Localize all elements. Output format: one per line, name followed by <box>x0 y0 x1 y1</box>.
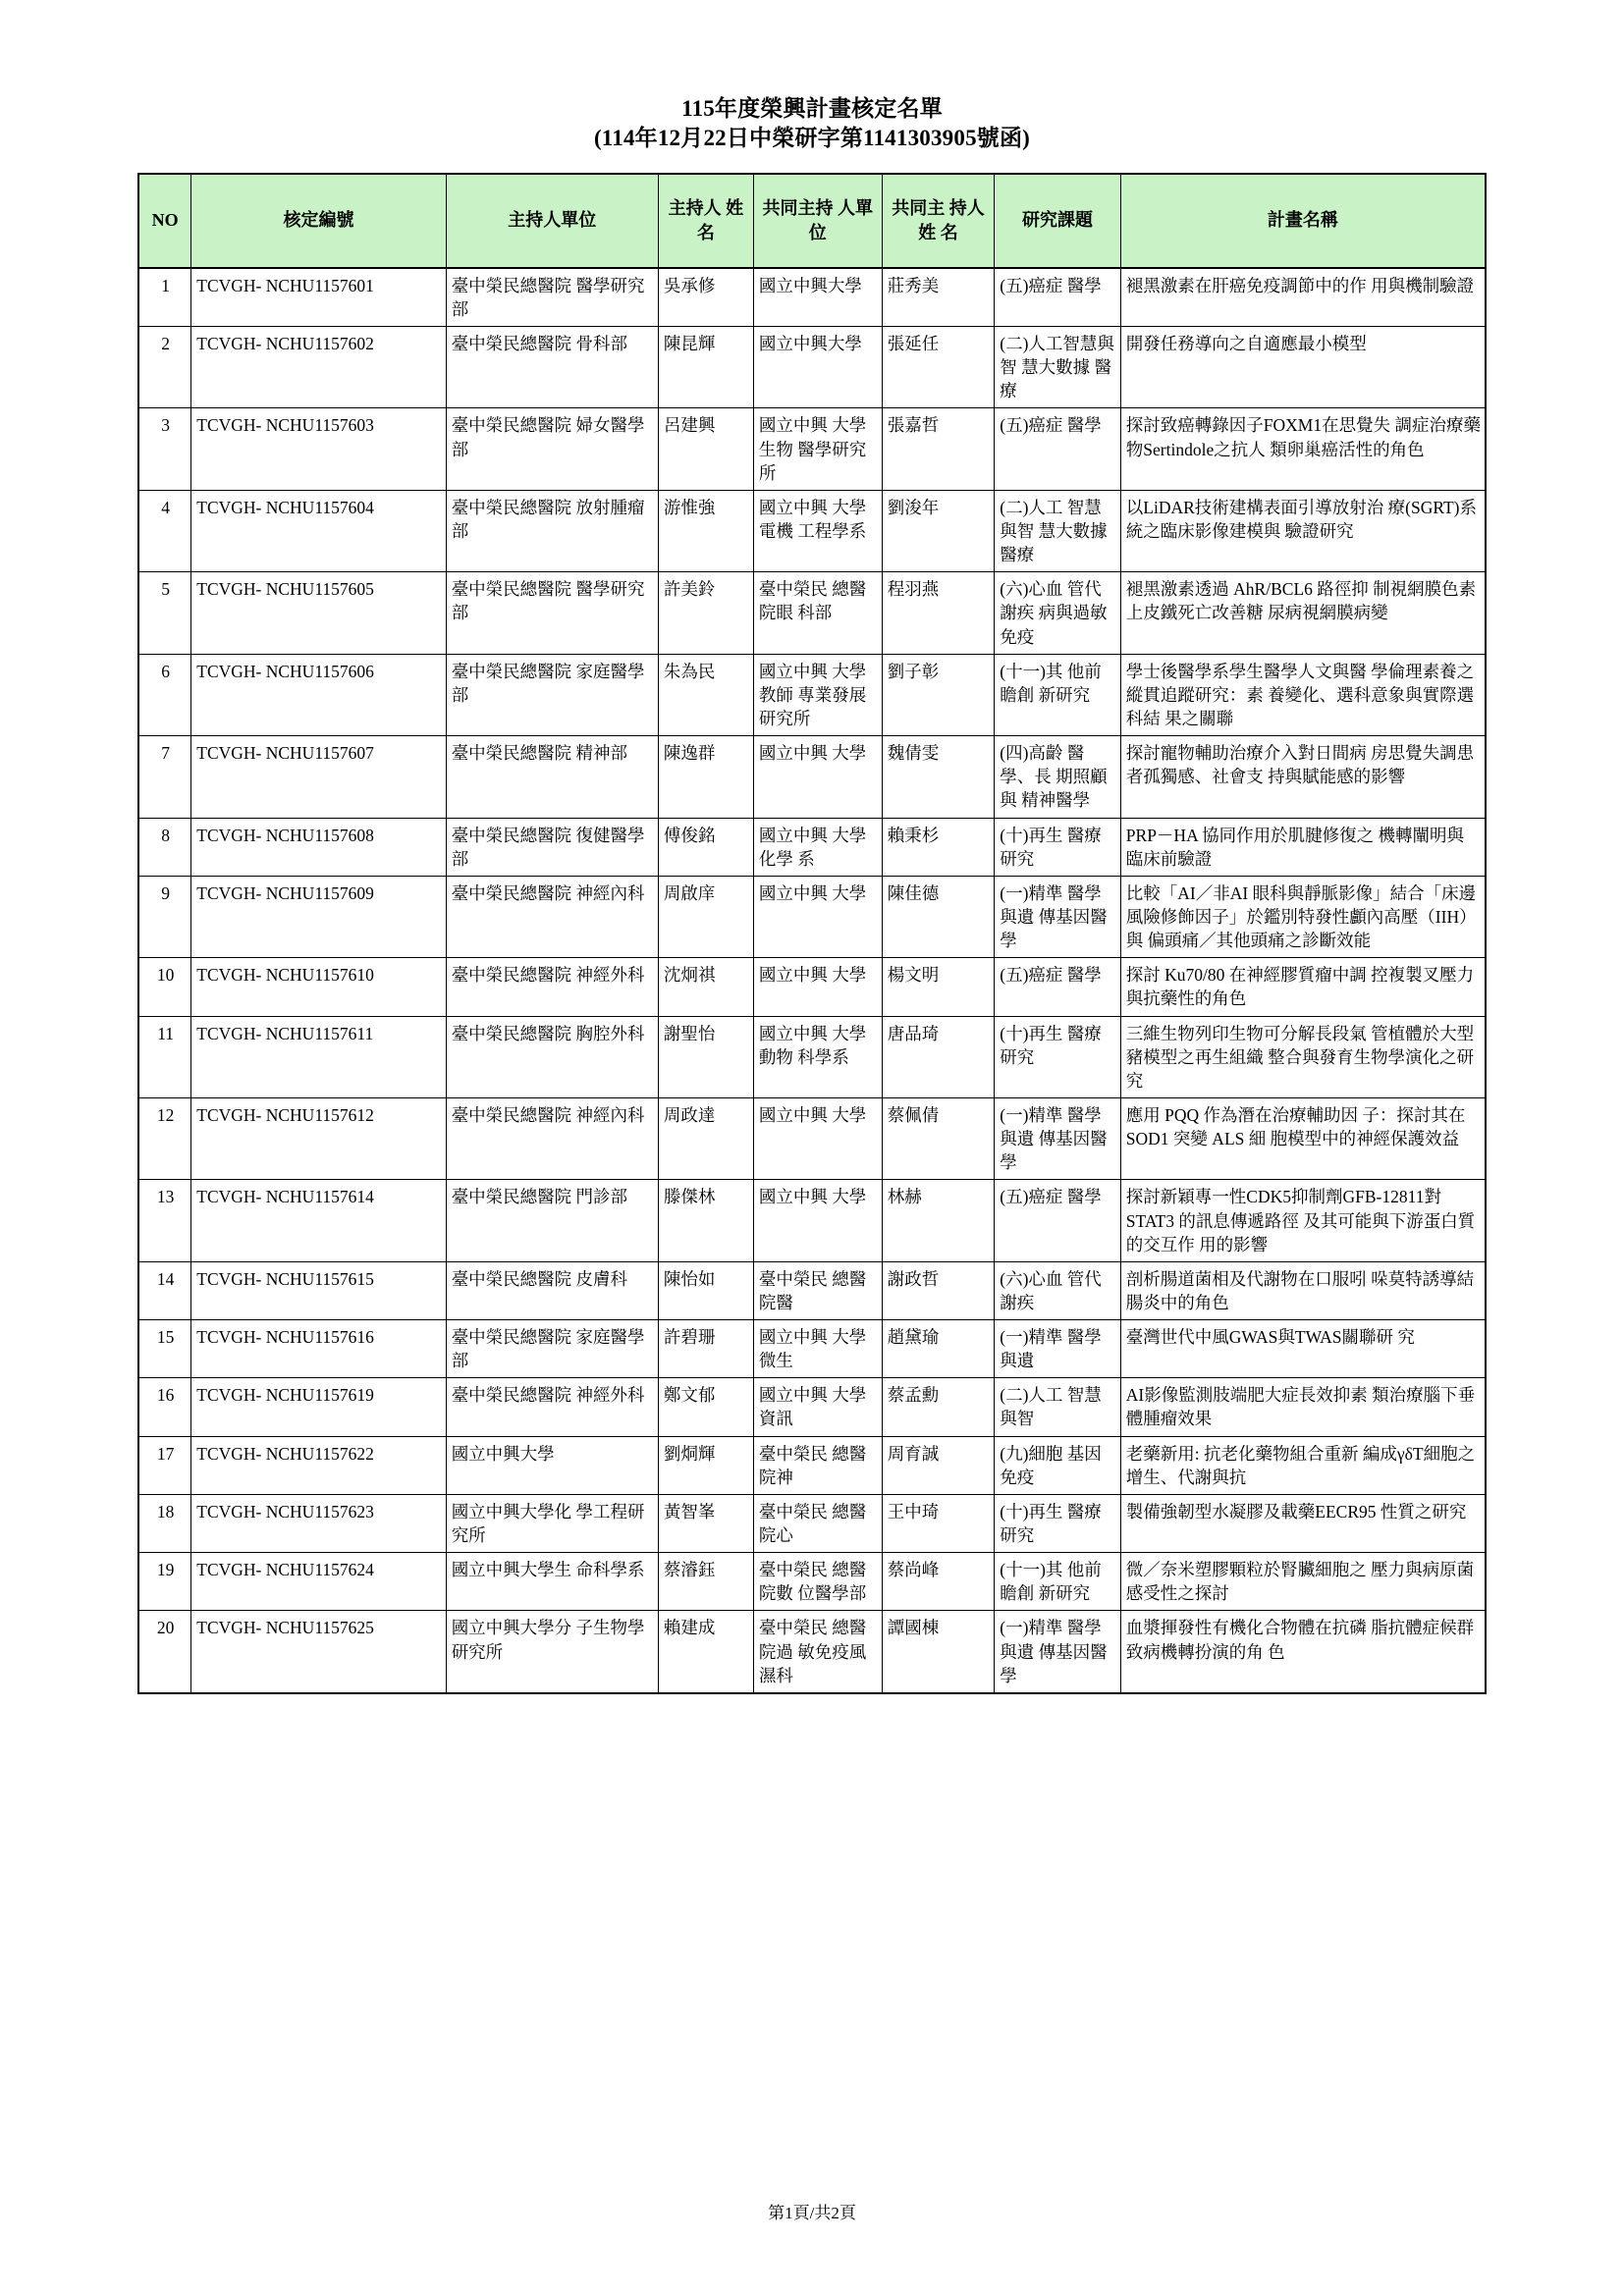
row-cell-no: 15 <box>138 1320 191 1378</box>
row-cell-pi-unit: 臺中榮民總醫院 骨科部 <box>446 327 658 408</box>
row-cell-no: 10 <box>138 958 191 1016</box>
row-cell-pi-name: 傅俊銘 <box>658 818 753 876</box>
row-cell-copi-unit: 國立中興 大學 <box>753 1180 882 1261</box>
row-cell-code: TCVGH- NCHU1157603 <box>191 408 446 490</box>
row-cell-pi-name: 蔡濬鈺 <box>658 1553 753 1611</box>
row-cell-project-title: 老藥新用: 抗老化藥物組合重新 編成γδT細胞之增生、代謝與抗 <box>1120 1436 1486 1494</box>
row-cell-copi-unit: 國立中興 大學微生 <box>753 1320 882 1378</box>
row-cell-pi-name: 沈炯祺 <box>658 958 753 1016</box>
row-cell-no: 19 <box>138 1553 191 1611</box>
row-cell-pi-unit: 國立中興大學分 子生物學研究所 <box>446 1611 658 1693</box>
row-cell-project-title: 開發任務導向之自適應最小模型 <box>1120 327 1486 408</box>
table-row <box>138 572 1486 654</box>
row-cell-code: TCVGH- NCHU1157619 <box>191 1378 446 1436</box>
column-header-project-title: 計畫名稱 <box>1120 174 1486 268</box>
row-cell-project-title: 褪黑激素在肝癌免疫調節中的作 用與機制驗證 <box>1120 268 1486 327</box>
row-cell-copi-unit: 國立中興大學 <box>753 327 882 408</box>
table-row <box>138 1261 1486 1319</box>
row-cell-code: TCVGH- NCHU1157606 <box>191 654 446 735</box>
row-cell-research-topic: (九)細胞 基因免疫 <box>995 1436 1121 1494</box>
row-cell-project-title: 血漿揮發性有機化合物體在抗磷 脂抗體症候群致病機轉扮演的角 色 <box>1120 1611 1486 1693</box>
column-header-copi-unit: 共同主持 人單位 <box>753 174 882 268</box>
table-row <box>138 736 1486 818</box>
row-cell-research-topic: (一)精準 醫學與遺 傳基因醫 學 <box>995 1611 1121 1693</box>
row-cell-pi-name: 呂建興 <box>658 408 753 490</box>
row-cell-research-topic: (十)再生 醫療研究 <box>995 818 1121 876</box>
row-cell-code: TCVGH- NCHU1157609 <box>191 876 446 957</box>
row-cell-copi-name: 劉子彰 <box>882 654 995 735</box>
table-row <box>138 1553 1486 1611</box>
table-row <box>138 818 1486 876</box>
row-cell-project-title: 探討寵物輔助治療介入對日間病 房思覺失調患者孤獨感、社會支 持與賦能感的影響 <box>1120 736 1486 818</box>
row-cell-research-topic: (五)癌症 醫學 <box>995 958 1121 1016</box>
row-cell-no: 12 <box>138 1097 191 1179</box>
row-cell-code: TCVGH- NCHU1157607 <box>191 736 446 818</box>
row-cell-copi-name: 唐品琦 <box>882 1016 995 1097</box>
row-cell-research-topic: (六)心血 管代謝疾 <box>995 1261 1121 1319</box>
row-cell-research-topic: (一)精準 醫學與遺 傳基因醫 學 <box>995 1097 1121 1179</box>
table-row <box>138 1097 1486 1179</box>
table-row <box>138 408 1486 490</box>
row-cell-copi-name: 蔡孟勳 <box>882 1378 995 1436</box>
row-cell-project-title: 三維生物列印生物可分解長段氣 管植體於大型豬模型之再生組織 整合與發育生物學演化之研究 <box>1120 1016 1486 1097</box>
row-cell-copi-name: 蔡尚峰 <box>882 1553 995 1611</box>
row-cell-pi-name: 周啟庠 <box>658 876 753 957</box>
row-cell-copi-unit: 臺中榮民 總醫院醫 <box>753 1261 882 1319</box>
row-cell-copi-name: 林赫 <box>882 1180 995 1261</box>
row-cell-copi-unit: 國立中興 大學 <box>753 736 882 818</box>
row-cell-no: 16 <box>138 1378 191 1436</box>
row-cell-code: TCVGH- NCHU1157604 <box>191 490 446 571</box>
row-cell-pi-name: 鄭文郁 <box>658 1378 753 1436</box>
row-cell-copi-unit: 國立中興大學 <box>753 268 882 327</box>
row-cell-research-topic: (二)人工 智慧與智 <box>995 1378 1121 1436</box>
row-cell-project-title: AI影像監測肢端肥大症長效抑素 類治療腦下垂體腫瘤效果 <box>1120 1378 1486 1436</box>
row-cell-research-topic: (五)癌症 醫學 <box>995 268 1121 327</box>
row-cell-pi-unit: 臺中榮民總醫院 神經外科 <box>446 1378 658 1436</box>
row-cell-research-topic: (十)再生 醫療研究 <box>995 1494 1121 1552</box>
row-cell-pi-unit: 臺中榮民總醫院 門診部 <box>446 1180 658 1261</box>
column-header-pi-name: 主持人 姓名 <box>658 174 753 268</box>
row-cell-project-title: 以LiDAR技術建構表面引導放射治 療(SGRT)系統之臨床影像建模與 驗證研究 <box>1120 490 1486 571</box>
table-body <box>138 268 1486 1693</box>
row-cell-no: 9 <box>138 876 191 957</box>
row-cell-copi-unit: 臺中榮民 總醫院數 位醫學部 <box>753 1553 882 1611</box>
row-cell-pi-name: 許美鈴 <box>658 572 753 654</box>
row-cell-copi-name: 劉浚年 <box>882 490 995 571</box>
row-cell-no: 11 <box>138 1016 191 1097</box>
row-cell-pi-unit: 臺中榮民總醫院 神經內科 <box>446 876 658 957</box>
row-cell-copi-name: 賴秉杉 <box>882 818 995 876</box>
row-cell-project-title: 微／奈米塑膠顆粒於腎臟細胞之 壓力與病原菌感受性之探討 <box>1120 1553 1486 1611</box>
row-cell-pi-unit: 臺中榮民總醫院 放射腫瘤部 <box>446 490 658 571</box>
row-cell-pi-name: 陳逸群 <box>658 736 753 818</box>
row-cell-code: TCVGH- NCHU1157625 <box>191 1611 446 1693</box>
row-cell-no: 17 <box>138 1436 191 1494</box>
row-cell-copi-name: 謝政哲 <box>882 1261 995 1319</box>
row-cell-pi-unit: 臺中榮民總醫院 神經內科 <box>446 1097 658 1179</box>
row-cell-code: TCVGH- NCHU1157608 <box>191 818 446 876</box>
row-cell-project-title: 學士後醫學系學生醫學人文與醫 學倫理素養之縱貫追蹤研究：素 養變化、選科意象與實際選科結 果之關聯 <box>1120 654 1486 735</box>
row-cell-project-title: 應用 PQQ 作為潛在治療輔助因 子：探討其在 SOD1 突變 ALS 細 胞模型中的神經保護效益 <box>1120 1097 1486 1179</box>
row-cell-copi-unit: 臺中榮民 總醫院神 <box>753 1436 882 1494</box>
table-row <box>138 1494 1486 1552</box>
row-cell-project-title: 臺灣世代中風GWAS與TWAS關聯研 究 <box>1120 1320 1486 1378</box>
column-header-research-topic: 研究課題 <box>995 174 1121 268</box>
row-cell-pi-unit: 臺中榮民總醫院 神經外科 <box>446 958 658 1016</box>
row-cell-code: TCVGH- NCHU1157610 <box>191 958 446 1016</box>
row-cell-pi-name: 黃智峯 <box>658 1494 753 1552</box>
table-row <box>138 268 1486 327</box>
row-cell-copi-unit: 臺中榮民 總醫院過 敏免疫風 濕科 <box>753 1611 882 1693</box>
table-row <box>138 490 1486 571</box>
row-cell-copi-unit: 國立中興 大學 <box>753 876 882 957</box>
row-cell-code: TCVGH- NCHU1157612 <box>191 1097 446 1179</box>
row-cell-copi-name: 蔡佩倩 <box>882 1097 995 1179</box>
page-title-line1: 115年度榮興計畫核定名單 <box>681 96 943 121</box>
table-row <box>138 327 1486 408</box>
row-cell-project-title: 製備強韌型水凝膠及載藥EECR95 性質之研究 <box>1120 1494 1486 1552</box>
row-cell-copi-unit: 臺中榮民 總醫院心 <box>753 1494 882 1552</box>
table-row <box>138 1016 1486 1097</box>
page-title <box>137 94 1487 154</box>
table-row <box>138 1378 1486 1436</box>
row-cell-copi-unit: 國立中興 大學 <box>753 1097 882 1179</box>
row-cell-research-topic: (二)人工智慧與智 慧大數據 醫療 <box>995 327 1121 408</box>
row-cell-code: TCVGH- NCHU1157601 <box>191 268 446 327</box>
table-row <box>138 1180 1486 1261</box>
row-cell-project-title: 探討致癌轉錄因子FOXM1在思覺失 調症治療藥物Sertindole之抗人 類卵巢癌活性的角色 <box>1120 408 1486 490</box>
row-cell-copi-name: 楊文明 <box>882 958 995 1016</box>
row-cell-copi-name: 莊秀美 <box>882 268 995 327</box>
row-cell-no: 1 <box>138 268 191 327</box>
row-cell-no: 5 <box>138 572 191 654</box>
row-cell-research-topic: (五)癌症 醫學 <box>995 1180 1121 1261</box>
row-cell-pi-unit: 臺中榮民總醫院 醫學研究部 <box>446 268 658 327</box>
row-cell-pi-unit: 臺中榮民總醫院 婦女醫學部 <box>446 408 658 490</box>
row-cell-pi-unit: 國立中興大學化 學工程研究所 <box>446 1494 658 1552</box>
table-row <box>138 958 1486 1016</box>
row-cell-research-topic: (二)人工 智慧與智 慧大數據 醫療 <box>995 490 1121 571</box>
row-cell-pi-name: 陳昆輝 <box>658 327 753 408</box>
row-cell-code: TCVGH- NCHU1157615 <box>191 1261 446 1319</box>
row-cell-code: TCVGH- NCHU1157624 <box>191 1553 446 1611</box>
row-cell-pi-unit: 臺中榮民總醫院 精神部 <box>446 736 658 818</box>
row-cell-project-title: 探討新穎專一性CDK5抑制劑GFB-12811對 STAT3 的訊息傳遞路徑 及其可能與下游蛋白質的交互作 用的影響 <box>1120 1180 1486 1261</box>
row-cell-project-title: 剖析腸道菌相及代謝物在口服吲 哚莫特誘導結腸炎中的角色 <box>1120 1261 1486 1319</box>
row-cell-no: 18 <box>138 1494 191 1552</box>
row-cell-copi-unit: 國立中興 大學資訊 <box>753 1378 882 1436</box>
row-cell-copi-name: 譚國棟 <box>882 1611 995 1693</box>
row-cell-copi-unit: 國立中興 大學化學 系 <box>753 818 882 876</box>
row-cell-pi-name: 謝聖怡 <box>658 1016 753 1097</box>
approved-projects-table <box>137 173 1487 1694</box>
row-cell-code: TCVGH- NCHU1157622 <box>191 1436 446 1494</box>
row-cell-copi-unit: 臺中榮民 總醫院眼 科部 <box>753 572 882 654</box>
column-header-pi-unit: 主持人單位 <box>446 174 658 268</box>
row-cell-copi-name: 陳佳德 <box>882 876 995 957</box>
row-cell-code: TCVGH- NCHU1157623 <box>191 1494 446 1552</box>
row-cell-research-topic: (六)心血 管代謝疾 病與過敏 免疫 <box>995 572 1121 654</box>
row-cell-pi-name: 劉烔輝 <box>658 1436 753 1494</box>
row-cell-code: TCVGH- NCHU1157602 <box>191 327 446 408</box>
row-cell-copi-name: 王中琦 <box>882 1494 995 1552</box>
row-cell-no: 7 <box>138 736 191 818</box>
row-cell-no: 3 <box>138 408 191 490</box>
row-cell-project-title: 探討 Ku70/80 在神經膠質瘤中調 控複製叉壓力與抗藥性的角色 <box>1120 958 1486 1016</box>
row-cell-project-title: 比較「AI／非AI 眼科與靜脈影像」結合「床邊風險修飾因子」於鑑別特發性顱內高壓（IIH）與 偏頭痛／其他頭痛之診斷效能 <box>1120 876 1486 957</box>
row-cell-copi-unit: 國立中興 大學教師 專業發展 研究所 <box>753 654 882 735</box>
row-cell-copi-unit: 國立中興 大學 <box>753 958 882 1016</box>
row-cell-pi-unit: 臺中榮民總醫院 家庭醫學部 <box>446 1320 658 1378</box>
row-cell-research-topic: (十一)其 他前瞻創 新研究 <box>995 1553 1121 1611</box>
column-header-code: 核定編號 <box>191 174 446 268</box>
row-cell-research-topic: (一)精準 醫學與遺 <box>995 1320 1121 1378</box>
row-cell-copi-name: 張延任 <box>882 327 995 408</box>
row-cell-copi-unit: 國立中興 大學動物 科學系 <box>753 1016 882 1097</box>
row-cell-no: 2 <box>138 327 191 408</box>
table-row <box>138 1436 1486 1494</box>
row-cell-copi-unit: 國立中興 大學生物 醫學研究 所 <box>753 408 882 490</box>
table-row <box>138 654 1486 735</box>
row-cell-pi-unit: 國立中興大學生 命科學系 <box>446 1553 658 1611</box>
row-cell-no: 8 <box>138 818 191 876</box>
row-cell-pi-name: 陳怡如 <box>658 1261 753 1319</box>
row-cell-pi-unit: 臺中榮民總醫院 醫學研究部 <box>446 572 658 654</box>
row-cell-copi-unit: 國立中興 大學電機 工程學系 <box>753 490 882 571</box>
row-cell-code: TCVGH- NCHU1157611 <box>191 1016 446 1097</box>
row-cell-copi-name: 張嘉哲 <box>882 408 995 490</box>
table-row <box>138 1611 1486 1693</box>
row-cell-no: 6 <box>138 654 191 735</box>
column-header-no: NO <box>138 174 191 268</box>
row-cell-no: 4 <box>138 490 191 571</box>
row-cell-pi-name: 吳承修 <box>658 268 753 327</box>
row-cell-no: 20 <box>138 1611 191 1693</box>
table-row <box>138 1320 1486 1378</box>
row-cell-research-topic: (四)高齡 醫學、長 期照顧與 精神醫學 <box>995 736 1121 818</box>
page-title-line2: (114年12月22日中榮研字第1141303905號函) <box>593 126 1031 151</box>
row-cell-pi-name: 滕傑林 <box>658 1180 753 1261</box>
row-cell-pi-unit: 臺中榮民總醫院 胸腔外科 <box>446 1016 658 1097</box>
row-cell-pi-name: 朱為民 <box>658 654 753 735</box>
row-cell-research-topic: (五)癌症 醫學 <box>995 408 1121 490</box>
column-header-copi-name: 共同主 持人姓 名 <box>882 174 995 268</box>
row-cell-research-topic: (十一)其 他前瞻創 新研究 <box>995 654 1121 735</box>
row-cell-pi-name: 許碧珊 <box>658 1320 753 1378</box>
row-cell-no: 14 <box>138 1261 191 1319</box>
row-cell-project-title: 褪黑激素透過 AhR/BCL6 路徑抑 制視網膜色素上皮鐵死亡改善糖 尿病視網膜病變 <box>1120 572 1486 654</box>
row-cell-pi-unit: 臺中榮民總醫院 復健醫學部 <box>446 818 658 876</box>
row-cell-code: TCVGH- NCHU1157616 <box>191 1320 446 1378</box>
row-cell-pi-name: 游惟強 <box>658 490 753 571</box>
row-cell-copi-name: 周育誠 <box>882 1436 995 1494</box>
row-cell-research-topic: (一)精準 醫學與遺 傳基因醫學 <box>995 876 1121 957</box>
row-cell-pi-name: 賴建成 <box>658 1611 753 1693</box>
row-cell-pi-unit: 臺中榮民總醫院 皮膚科 <box>446 1261 658 1319</box>
row-cell-pi-unit: 國立中興大學 <box>446 1436 658 1494</box>
row-cell-code: TCVGH- NCHU1157614 <box>191 1180 446 1261</box>
table-header-row <box>138 174 1486 268</box>
row-cell-project-title: PRP－HA 協同作用於肌腱修復之 機轉闡明與臨床前驗證 <box>1120 818 1486 876</box>
row-cell-no: 13 <box>138 1180 191 1261</box>
row-cell-research-topic: (十)再生 醫療研究 <box>995 1016 1121 1097</box>
row-cell-copi-name: 程羽燕 <box>882 572 995 654</box>
row-cell-code: TCVGH- NCHU1157605 <box>191 572 446 654</box>
table-header <box>138 174 1486 268</box>
approved-projects-table-wrapper <box>137 173 1487 1694</box>
table-row <box>138 876 1486 957</box>
row-cell-copi-name: 趙黛瑜 <box>882 1320 995 1378</box>
row-cell-pi-unit: 臺中榮民總醫院 家庭醫學部 <box>446 654 658 735</box>
row-cell-pi-name: 周政達 <box>658 1097 753 1179</box>
row-cell-copi-name: 魏倩雯 <box>882 736 995 818</box>
page-footer: 第1頁/共2頁 <box>768 2204 856 2222</box>
